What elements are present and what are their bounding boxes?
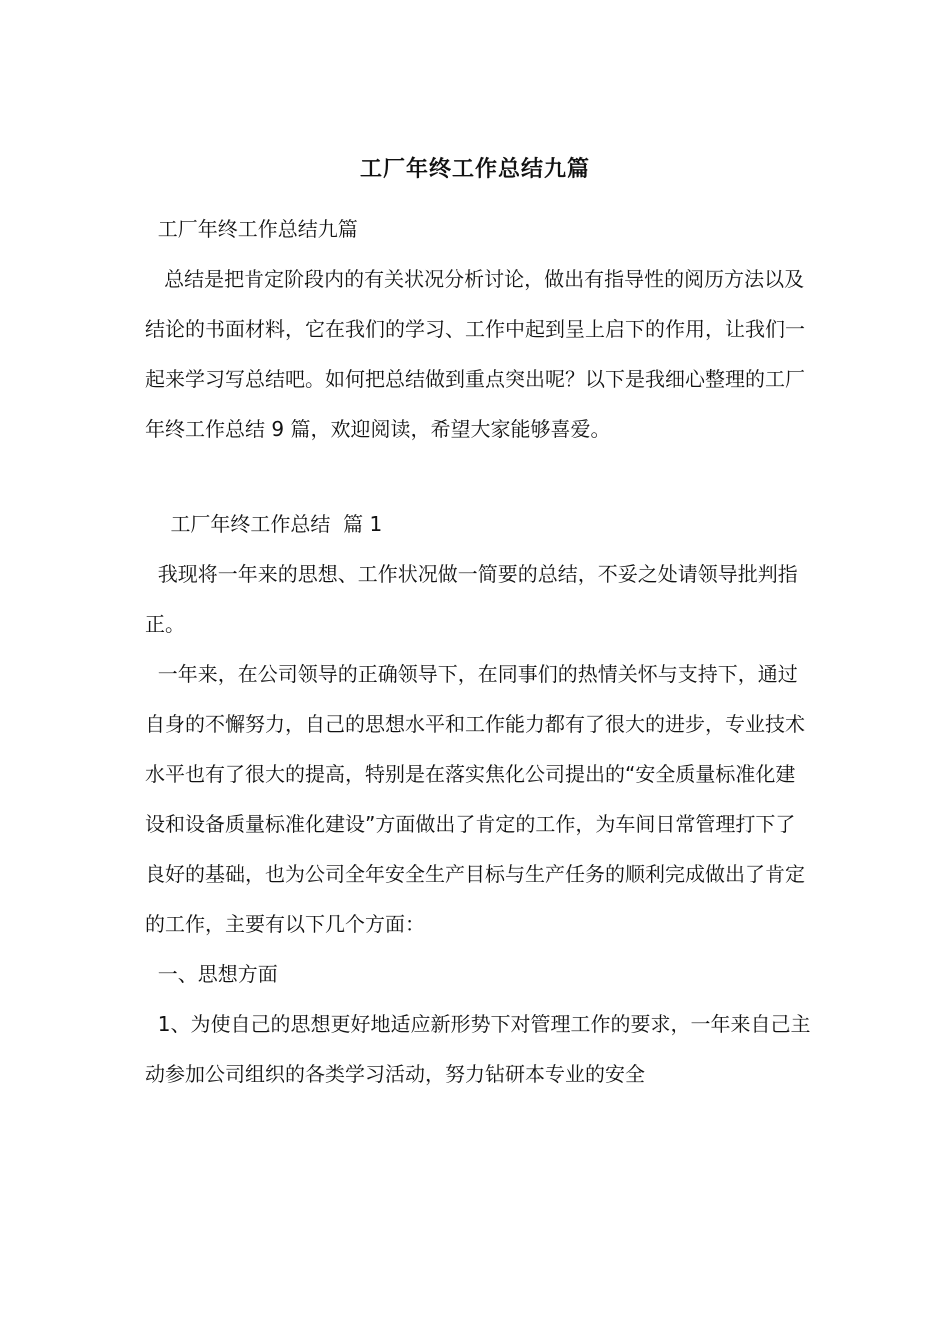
document-body <box>145 204 813 1099</box>
section-heading: 工厂年终工作总结 篇 1 <box>145 512 383 536</box>
section-spacer <box>145 454 813 499</box>
intro-paragraph: 总结是把肯定阶段内的有关状况分析讨论，做出有指导性的阅历方法以及结论的书面材料，它在我们的学习、工作中起到呈上启下的作用，让我们一起来学习写总结吧。如何把总结做到重点突出呢？以下是我细心整理的工厂年终工作总结 9 篇，欢迎阅读，希望大家能够喜爱。 <box>145 267 805 441</box>
section-paragraph: 一年来，在公司领导的正确领导下，在同事们的热情关怀与支持下，通过自身的不懈努力，自己的思想水平和工作能力都有了很大的进步，专业技术水平也有了很大的提高，特别是在落实焦化公司提出的“安全质量标准化建设和设备质量标准化建设”方面做出了肯定的工作，为车间日常管理打下了良好的基础，也为公司全年安全生产目标与生产任务的顺利完成做出了肯定的工作，主要有以下几个方面： <box>145 662 805 936</box>
document-title: 工厂年终工作总结九篇 <box>359 157 590 182</box>
subsection-heading: 一、思想方面 <box>145 962 278 986</box>
section-paragraph: 1、为使自己的思想更好地适应新形势下对管理工作的要求，一年来自己主动参加公司组织的各类学习活动，努力钻研本专业的安全 <box>145 1012 811 1086</box>
intro-subtitle: 工厂年终工作总结九篇 <box>145 217 358 241</box>
section-paragraph: 我现将一年来的思想、工作状况做一简要的总结，不妥之处请领导批判指正。 <box>145 562 798 636</box>
